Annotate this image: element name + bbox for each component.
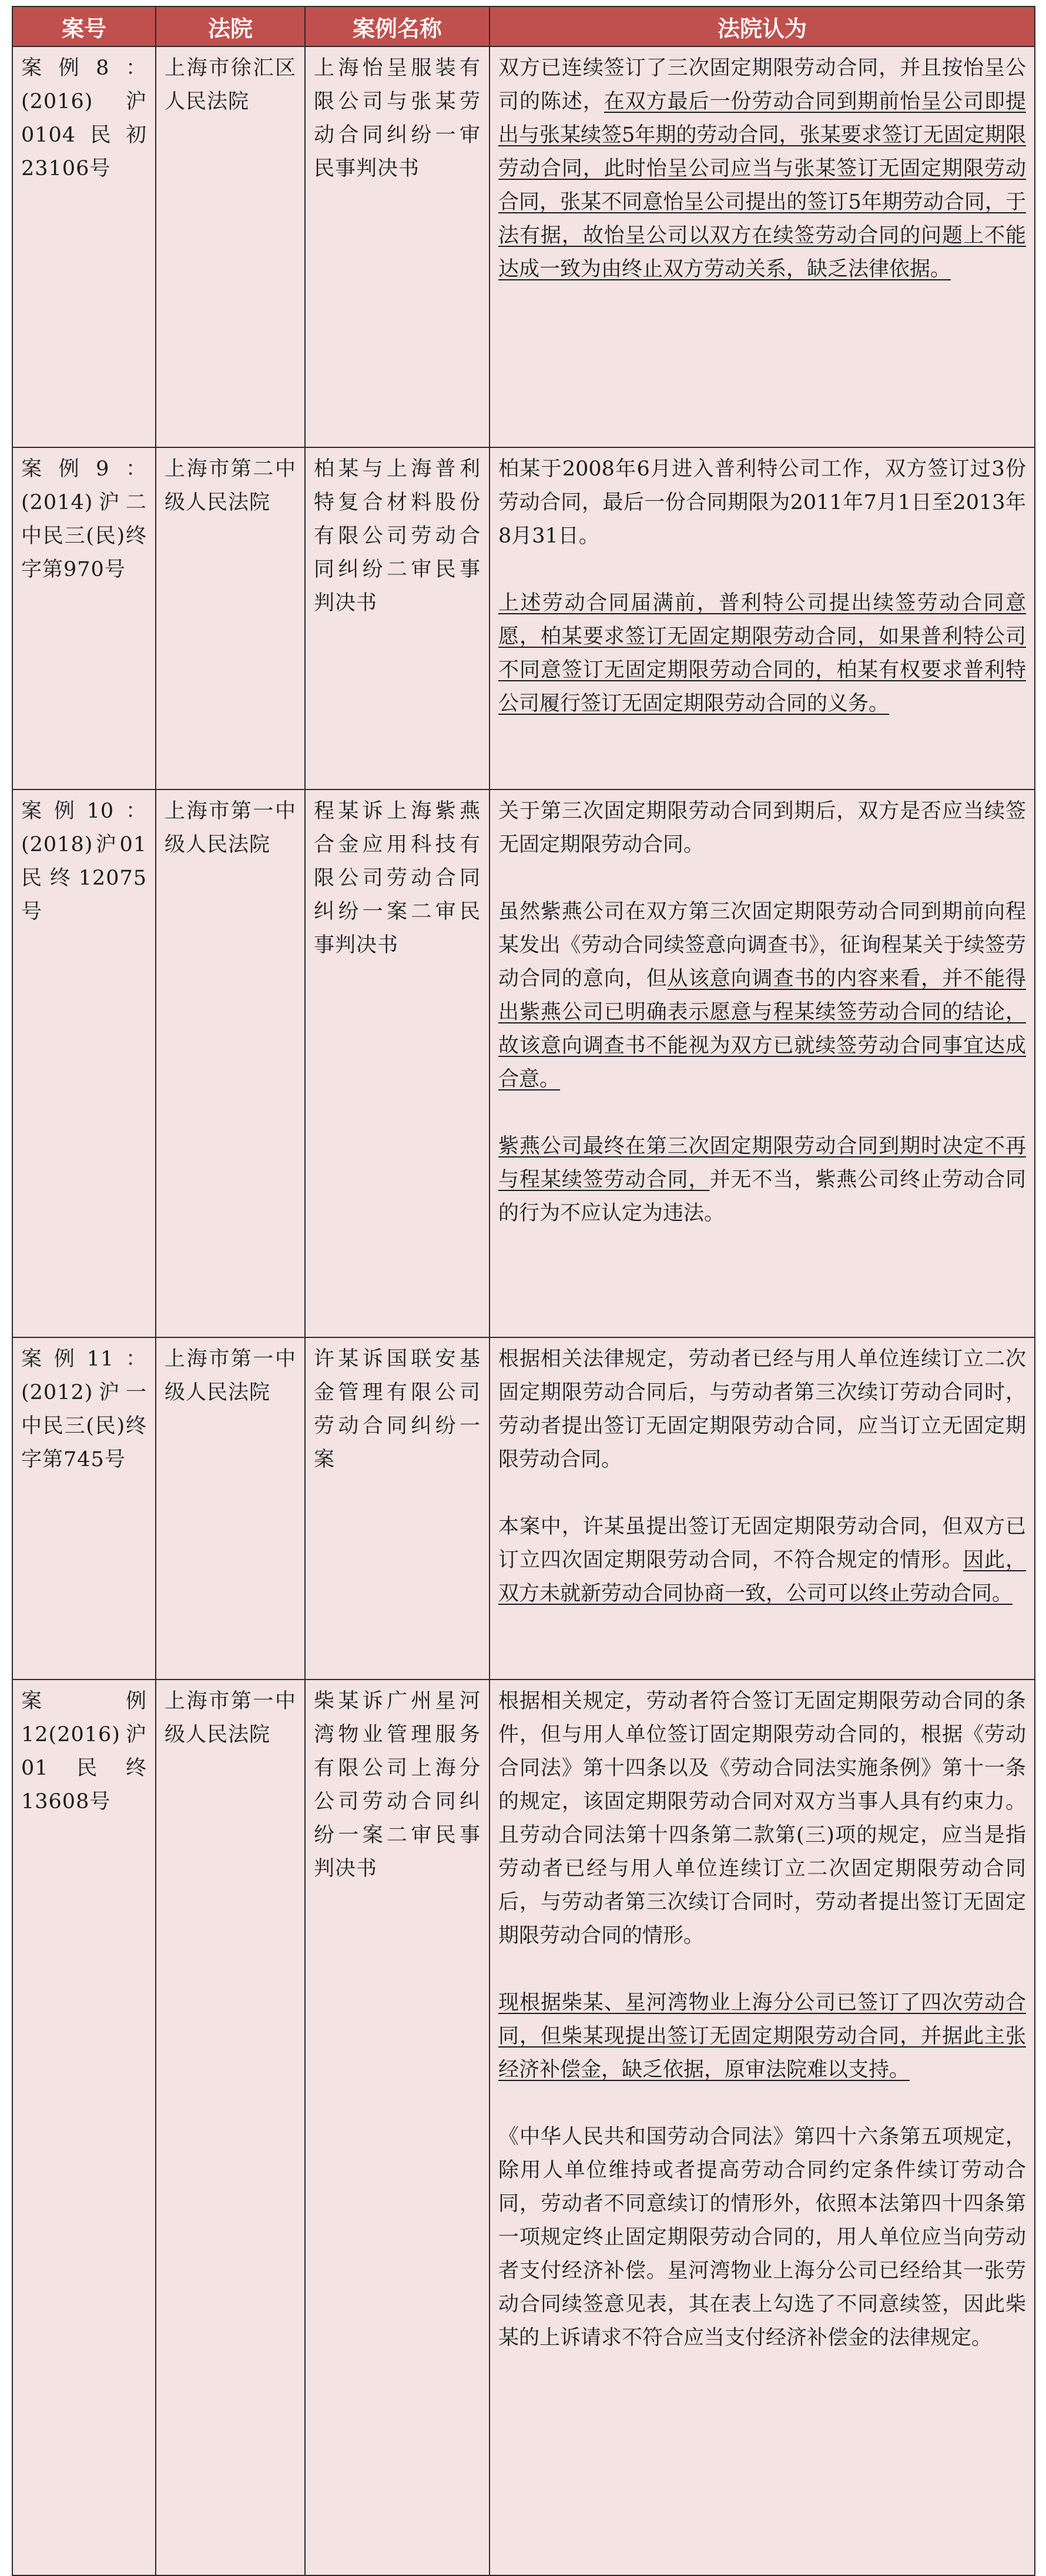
header-court: 法院 (156, 6, 305, 46)
opinion-paragraph (498, 1510, 1026, 1611)
case-title: 柴某诉广州星河湾物业管理服务有限公司上海分公司劳动合同纠纷一案二审民事判决书 (305, 1680, 490, 2575)
case-number: 案例12(2016)沪01民终13608号 (12, 1680, 156, 2575)
court-opinion (490, 789, 1035, 1337)
case-title: 许某诉国联安基金管理有限公司劳动合同纠纷一案 (305, 1337, 490, 1680)
opinion-paragraph: 根据相关规定，劳动者符合签订无固定期限劳动合同的条件，但与用人单位签订固定期限劳动合同的，根据《劳动合同法》第十四条以及《劳动合同法实施条例》第十一条的规定，该固定期限劳动合同对双方当事人具有约束力。且劳动合同法第十四条第二款第(三)项的规定，应当是指劳动者已经与用人单位连续订立二次固定期限劳动合同后，与劳动者第三次续订合同时，劳动者提出签订无固定期限劳动合同的情形。 (498, 1690, 1026, 1948)
case-title: 上海怡呈服装有限公司与张某劳动合同纠纷一审民事判决书 (305, 46, 490, 447)
opinion-underlined-text: 因此，双方未就新劳动合同协商一致，公司可以终止劳动合同。 (498, 1548, 1026, 1605)
court-name: 上海市徐汇区人民法院 (156, 46, 305, 447)
table-row (12, 1680, 1035, 2575)
opinion-text: 虽然紫燕公司在双方第三次固定期限劳动合同到期前向程某发出《劳动合同续签意向调查书》，征询程某关于续签劳动合同的意向，但 (498, 900, 1026, 991)
court-opinion (490, 46, 1035, 447)
table-header-row (12, 6, 1035, 46)
opinion-underlined-text: 紫燕公司最终在第三次固定期限劳动合同到期时决定不再与程某续签劳动合同， (498, 1135, 1026, 1192)
opinion-paragraph (498, 587, 1026, 721)
case-number: 案例11：(2012)沪一中民三(民)终字第745号 (12, 1337, 156, 1680)
court-name: 上海市第一中级人民法院 (156, 789, 305, 1337)
opinion-paragraph (498, 895, 1026, 1096)
opinion-paragraph: 《中华人民共和国劳动合同法》第四十六条第五项规定，除用人单位维持或者提高劳动合同约定条件续订劳动合同，劳动者不同意续订的情形外，依照本法第四十四条第一项规定终止固定期限劳动合同的，用人单位应当向劳动者支付经济补偿。星河湾物业上海分公司已经给其一张劳动合同续签意见表，其在表上勾选了不同意续签，因此柴某的上诉请求不符合应当支付经济补偿金的法律规定。 (498, 2125, 1026, 2350)
opinion-paragraph: 关于第三次固定期限劳动合同到期后，双方是否应当续签无固定期限劳动合同。 (498, 799, 1026, 857)
case-table (12, 6, 1035, 2576)
header-case-name: 案例名称 (305, 6, 490, 46)
court-opinion (490, 1680, 1035, 2575)
case-number: 案例9：(2014)沪二中民三(民)终字第970号 (12, 447, 156, 789)
case-title: 程某诉上海紫燕合金应用科技有限公司劳动合同纠纷一案二审民事判决书 (305, 789, 490, 1337)
opinion-underlined-text: 从该意向调查书的内容来看，并不能得出紫燕公司已明确表示愿意与程某续签劳动合同的结论，故该意向调查书不能视为双方已就续签劳动合同事宜达成合意。 (498, 967, 1026, 1091)
opinion-text: 双方已连续签订了三次固定期限劳动合同，并且按怡呈公司的陈述， (498, 56, 1026, 113)
opinion-underlined-text: 上述劳动合同届满前，普利特公司提出续签劳动合同意愿，柏某要求签订无固定期限劳动合同，如果普利特公司不同意签订无固定期限劳动合同的，柏某有权要求普利特公司履行签订无固定期限劳动合同的义务。 (498, 591, 1026, 715)
court-name: 上海市第一中级人民法院 (156, 1337, 305, 1680)
opinion-paragraph: 根据相关法律规定，劳动者已经与用人单位连续订立二次固定期限劳动合同后，与劳动者第三次续订劳动合同时，劳动者提出签订无固定期限劳动合同，应当订立无固定期限劳动合同。 (498, 1347, 1026, 1471)
table-row (12, 1337, 1035, 1680)
header-case-no: 案号 (12, 6, 156, 46)
table-row (12, 789, 1035, 1337)
header-court-opinion: 法院认为 (490, 6, 1035, 46)
opinion-paragraph (498, 52, 1026, 286)
table-row (12, 46, 1035, 447)
table-row (12, 447, 1035, 789)
opinion-paragraph: 柏某于2008年6月进入普利特公司工作，双方签订过3份劳动合同，最后一份合同期限为2011年7月1日至2013年8月31日。 (498, 457, 1026, 548)
opinion-underlined-text: 现根据柴某、星河湾物业上海分公司已签订了四次劳动合同，但柴某现提出签订无固定期限劳动合同，并据此主张经济补偿金，缺乏依据，原审法院难以支持。 (498, 1991, 1026, 2082)
opinion-paragraph (498, 1986, 1026, 2087)
opinion-text: 并无不当，紫燕公司终止劳动合同的行为不应认定为违法。 (498, 1168, 1026, 1225)
opinion-paragraph (498, 1130, 1026, 1230)
court-opinion (490, 1337, 1035, 1680)
court-opinion (490, 447, 1035, 789)
case-number: 案例10：(2018)沪01民终12075号 (12, 789, 156, 1337)
opinion-text: 本案中，许某虽提出签订无固定期限劳动合同，但双方已订立四次固定期限劳动合同，不符合规定的情形。 (498, 1515, 1026, 1572)
court-name: 上海市第一中级人民法院 (156, 1680, 305, 2575)
case-title: 柏某与上海普利特复合材料股份有限公司劳动合同纠纷二审民事判决书 (305, 447, 490, 789)
case-number: 案例8：(2016)沪0104民初23106号 (12, 46, 156, 447)
opinion-underlined-text: 在双方最后一份劳动合同到期前怡呈公司即提出与张某续签5年期的劳动合同，张某要求签订无固定期限劳动合同，此时怡呈公司应当与张某签订无固定期限劳动合同，张某不同意怡呈公司提出的签订5年期劳动合同，于法有据，故怡呈公司以双方在续签劳动合同的问题上不能达成一致为由终止双方劳动关系，缺乏法律依据。 (498, 90, 1026, 281)
court-name: 上海市第二中级人民法院 (156, 447, 305, 789)
